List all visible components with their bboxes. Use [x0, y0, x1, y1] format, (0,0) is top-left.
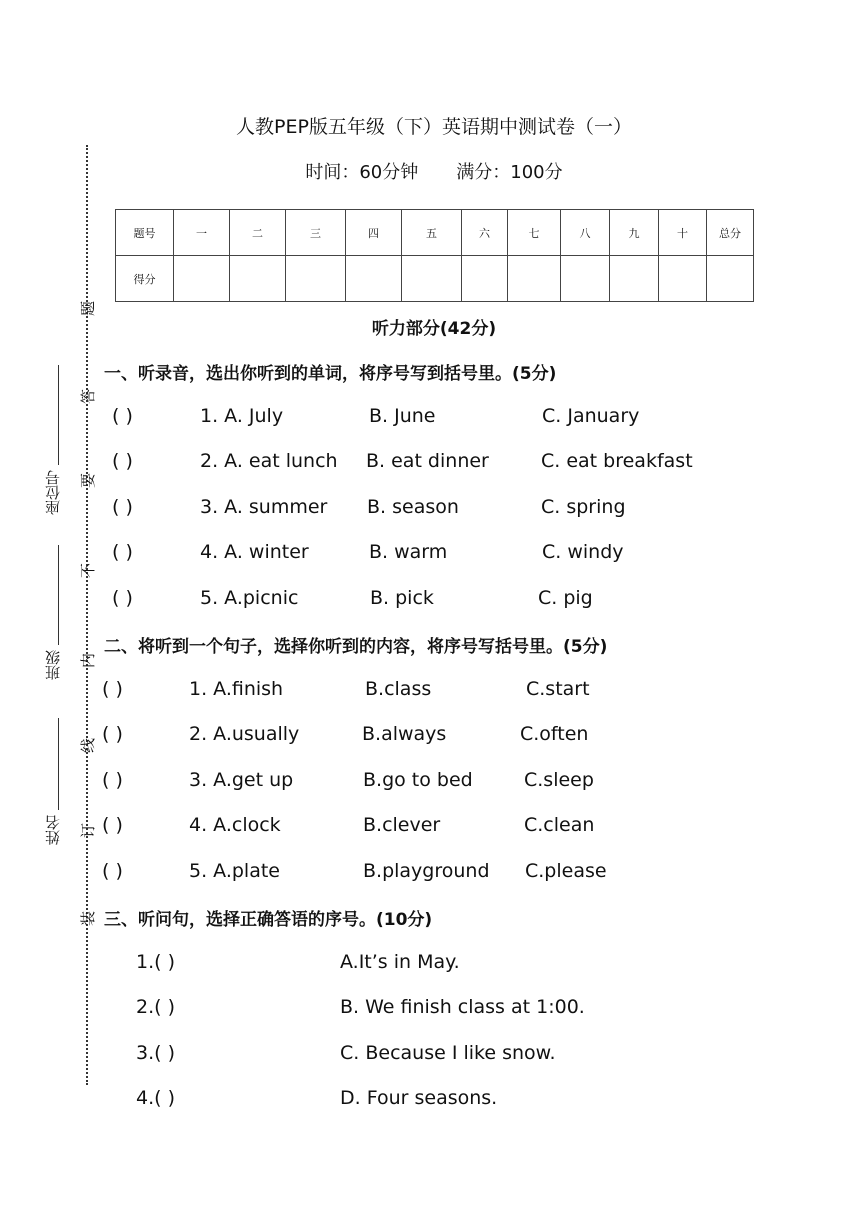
exam-time: 时间：60分钟 — [305, 162, 419, 183]
score-input-cell[interactable] — [174, 256, 230, 302]
section2-heading: 二、将听到一个句子，选择你听到的内容，将序号写括号里。(5分) — [104, 637, 608, 657]
score-table-score-row — [116, 256, 754, 302]
section3-heading: 三、听问句，选择正确答语的序号。(10分) — [104, 910, 433, 930]
option-b: B. eat dinner — [366, 450, 489, 472]
option-c: C. eat breakfast — [541, 450, 693, 472]
name-label: 姓名 — [44, 815, 62, 845]
option-b: B. June — [369, 405, 436, 427]
option-c: C.often — [520, 723, 589, 745]
answer-option: A.It’s in May. — [340, 951, 460, 973]
score-input-cell[interactable] — [610, 256, 659, 302]
option-a: 1. A.finish — [189, 678, 284, 700]
binding-char: 不 — [79, 562, 98, 579]
score-input-cell[interactable] — [659, 256, 707, 302]
score-table-header-row — [116, 210, 754, 256]
option-a: 2. A. eat lunch — [200, 450, 338, 472]
option-c: C. pig — [538, 587, 593, 609]
binding-char: 答 — [79, 388, 98, 405]
class-label: 班级 — [44, 650, 62, 680]
score-input-cell[interactable] — [707, 256, 754, 302]
table-cell: 八 — [561, 210, 610, 256]
option-b: B.clever — [363, 814, 441, 836]
option-c: C. windy — [542, 541, 624, 563]
answer-blank[interactable]: 2.( ) — [136, 996, 175, 1018]
option-c: C.please — [525, 860, 607, 882]
answer-blank[interactable]: ( ) — [112, 496, 133, 518]
table-cell: 二 — [230, 210, 286, 256]
option-a: 3. A.get up — [189, 769, 294, 791]
table-cell: 九 — [610, 210, 659, 256]
answer-blank[interactable]: 4.( ) — [136, 1087, 175, 1109]
answer-blank[interactable]: ( ) — [102, 769, 123, 791]
section1-heading: 一、听录音，选出你听到的单词，将序号写到括号里。(5分) — [104, 364, 557, 384]
table-cell: 题号 — [116, 210, 174, 256]
option-c: C. spring — [541, 496, 626, 518]
binding-char: 内 — [79, 652, 98, 669]
option-b: B.go to bed — [363, 769, 473, 791]
answer-blank[interactable]: 3.( ) — [136, 1042, 175, 1064]
table-cell: 七 — [508, 210, 561, 256]
binding-char: 线 — [79, 737, 98, 754]
answer-blank[interactable]: ( ) — [112, 587, 133, 609]
score-input-cell[interactable] — [346, 256, 402, 302]
class-field[interactable] — [58, 545, 59, 645]
name-field[interactable] — [58, 718, 59, 810]
table-cell: 四 — [346, 210, 402, 256]
answer-option: D. Four seasons. — [340, 1087, 498, 1109]
option-b: B. season — [367, 496, 459, 518]
option-b: B. warm — [369, 541, 448, 563]
option-a: 4. A. winter — [200, 541, 309, 563]
answer-option: C. Because I like snow. — [340, 1042, 556, 1064]
answer-option: B. We finish class at 1:00. — [340, 996, 585, 1018]
binding-dotted-line — [86, 145, 88, 1085]
answer-blank[interactable]: ( ) — [102, 814, 123, 836]
option-a: 4. A.clock — [189, 814, 281, 836]
listening-heading: 听力部分(42分) — [371, 319, 497, 339]
binding-char: 订 — [79, 822, 98, 839]
score-input-cell[interactable] — [230, 256, 286, 302]
exam-full-score: 满分：100分 — [456, 162, 563, 183]
page-title: 人教PEP版五年级（下）英语期中测试卷（一） — [236, 116, 632, 138]
option-a: 5. A.picnic — [200, 587, 299, 609]
score-input-cell[interactable] — [508, 256, 561, 302]
option-a: 1. A. July — [200, 405, 284, 427]
table-cell: 六 — [462, 210, 508, 256]
table-cell: 一 — [174, 210, 230, 256]
option-c: C.start — [526, 678, 590, 700]
option-c: C.sleep — [524, 769, 594, 791]
option-a: 2. A.usually — [189, 723, 300, 745]
answer-blank[interactable]: 1.( ) — [136, 951, 175, 973]
score-table — [115, 209, 754, 302]
option-b: B.class — [365, 678, 432, 700]
table-cell: 总分 — [707, 210, 754, 256]
score-input-cell[interactable] — [462, 256, 508, 302]
answer-blank[interactable]: ( ) — [112, 450, 133, 472]
score-input-cell[interactable] — [402, 256, 462, 302]
table-cell: 五 — [402, 210, 462, 256]
score-input-cell[interactable] — [561, 256, 610, 302]
score-input-cell[interactable] — [286, 256, 346, 302]
seat-number-label: 座位号 — [44, 470, 62, 515]
table-cell: 十 — [659, 210, 707, 256]
option-c: C. January — [542, 405, 640, 427]
answer-blank[interactable]: ( ) — [112, 405, 133, 427]
seat-number-field[interactable] — [58, 365, 59, 465]
option-b: B.playground — [363, 860, 490, 882]
option-b: B. pick — [370, 587, 434, 609]
option-b: B.always — [362, 723, 447, 745]
answer-blank[interactable]: ( ) — [102, 678, 123, 700]
table-cell: 得分 — [116, 256, 174, 302]
binding-char: 装 — [79, 910, 98, 927]
answer-blank[interactable]: ( ) — [112, 541, 133, 563]
answer-blank[interactable]: ( ) — [102, 723, 123, 745]
binding-char: 要 — [79, 472, 98, 489]
table-cell: 三 — [286, 210, 346, 256]
option-a: 5. A.plate — [189, 860, 280, 882]
answer-blank[interactable]: ( ) — [102, 860, 123, 882]
option-c: C.clean — [524, 814, 595, 836]
exam-info — [0, 158, 868, 184]
binding-char: 题 — [79, 300, 98, 317]
option-a: 3. A. summer — [200, 496, 328, 518]
